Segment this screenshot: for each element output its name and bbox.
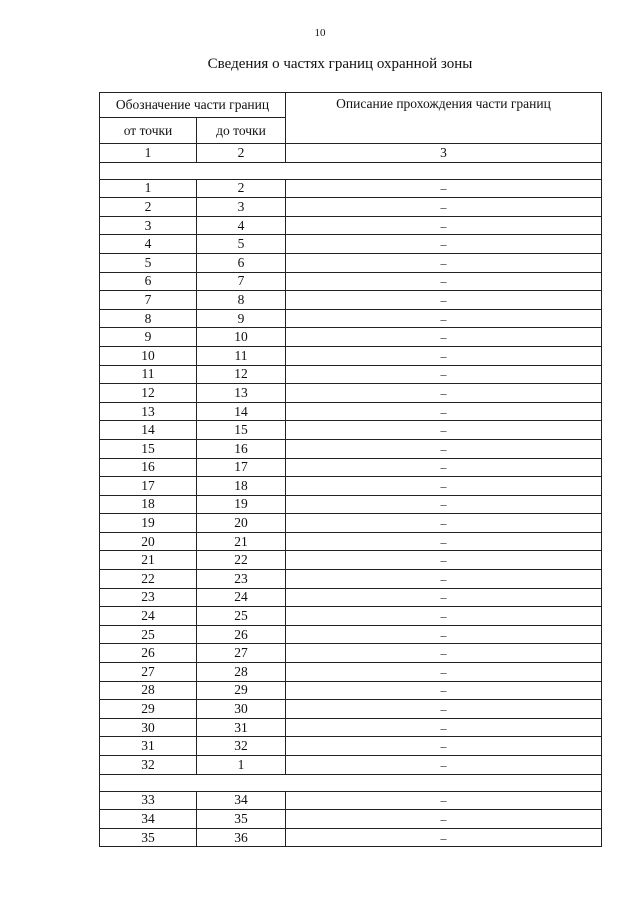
description-cell: – [286, 253, 602, 272]
table-row [100, 291, 602, 310]
from-point-cell: 12 [100, 384, 197, 403]
description-cell: – [286, 179, 602, 198]
to-point-cell: 28 [197, 663, 286, 682]
description-cell: – [286, 272, 602, 291]
to-point-cell: 34 [197, 791, 286, 810]
to-point-cell: 25 [197, 607, 286, 626]
from-point-cell: 25 [100, 625, 197, 644]
table-row [100, 328, 602, 347]
description-cell: – [286, 309, 602, 328]
to-point-cell: 27 [197, 644, 286, 663]
from-point-cell: 29 [100, 700, 197, 719]
from-point-cell: 26 [100, 644, 197, 663]
table-row [100, 272, 602, 291]
from-point-cell: 14 [100, 421, 197, 440]
from-point-cell: 20 [100, 532, 197, 551]
to-point-cell: 4 [197, 216, 286, 235]
to-point-cell: 35 [197, 810, 286, 829]
description-cell: – [286, 458, 602, 477]
table-row [100, 439, 602, 458]
description-cell: – [286, 756, 602, 775]
from-point-cell: 22 [100, 570, 197, 589]
from-point-cell: 32 [100, 756, 197, 775]
from-point-cell: 1 [100, 179, 197, 198]
table-row [100, 681, 602, 700]
column-number: 3 [286, 144, 602, 163]
table-row [100, 421, 602, 440]
description-cell: – [286, 402, 602, 421]
to-point-cell: 9 [197, 309, 286, 328]
description-cell: – [286, 235, 602, 254]
column-number: 2 [197, 144, 286, 163]
table-row [100, 810, 602, 829]
group-separator-cell [100, 162, 602, 179]
from-point-cell: 24 [100, 607, 197, 626]
table-row [100, 309, 602, 328]
from-point-cell: 21 [100, 551, 197, 570]
description-cell: – [286, 588, 602, 607]
to-point-cell: 15 [197, 421, 286, 440]
from-point-cell: 23 [100, 588, 197, 607]
to-point-cell: 29 [197, 681, 286, 700]
description-cell: – [286, 551, 602, 570]
document-title: Сведения о частях границ охранной зоны [207, 56, 473, 72]
description-cell: – [286, 570, 602, 589]
from-point-cell: 8 [100, 309, 197, 328]
to-point-cell: 19 [197, 495, 286, 514]
from-point-header: от точки [100, 118, 197, 144]
from-point-cell: 13 [100, 402, 197, 421]
table-row [100, 663, 602, 682]
description-cell: – [286, 700, 602, 719]
to-point-cell: 26 [197, 625, 286, 644]
to-point-cell: 3 [197, 198, 286, 217]
table-row [100, 198, 602, 217]
table-row [100, 756, 602, 775]
to-point-cell: 14 [197, 402, 286, 421]
table-row [100, 477, 602, 496]
description-cell: – [286, 477, 602, 496]
to-point-cell: 12 [197, 365, 286, 384]
to-point-cell: 18 [197, 477, 286, 496]
to-point-cell: 13 [197, 384, 286, 403]
description-cell: – [286, 328, 602, 347]
description-cell: – [286, 291, 602, 310]
to-point-cell: 22 [197, 551, 286, 570]
from-point-cell: 18 [100, 495, 197, 514]
table-row [100, 514, 602, 533]
to-point-cell: 11 [197, 346, 286, 365]
group-separator-row [100, 774, 602, 791]
table-row [100, 402, 602, 421]
table-row [100, 588, 602, 607]
to-point-cell: 32 [197, 737, 286, 756]
to-point-cell: 21 [197, 532, 286, 551]
description-cell: – [286, 198, 602, 217]
from-point-cell: 2 [100, 198, 197, 217]
from-point-cell: 33 [100, 791, 197, 810]
designation-header: Обозначение части границ [100, 93, 286, 118]
to-point-cell: 23 [197, 570, 286, 589]
to-point-header: до точки [197, 118, 286, 144]
description-cell: – [286, 681, 602, 700]
from-point-cell: 34 [100, 810, 197, 829]
page-number: 10 [314, 27, 326, 39]
from-point-cell: 3 [100, 216, 197, 235]
from-point-cell: 31 [100, 737, 197, 756]
description-cell: – [286, 718, 602, 737]
group-separator-row [100, 162, 602, 179]
description-cell: – [286, 365, 602, 384]
to-point-cell: 1 [197, 756, 286, 775]
table-row [100, 607, 602, 626]
column-number: 1 [100, 144, 197, 163]
from-point-cell: 35 [100, 828, 197, 847]
table-row [100, 791, 602, 810]
table-row [100, 384, 602, 403]
to-point-cell: 36 [197, 828, 286, 847]
description-cell: – [286, 810, 602, 829]
description-cell: – [286, 791, 602, 810]
table-row [100, 346, 602, 365]
to-point-cell: 20 [197, 514, 286, 533]
description-cell: – [286, 514, 602, 533]
group-separator-cell [100, 774, 602, 791]
table-row [100, 700, 602, 719]
to-point-cell: 2 [197, 179, 286, 198]
table-row [100, 495, 602, 514]
description-cell: – [286, 532, 602, 551]
from-point-cell: 5 [100, 253, 197, 272]
to-point-cell: 17 [197, 458, 286, 477]
header-row [100, 93, 602, 118]
table-row [100, 365, 602, 384]
column-numbers-row [100, 144, 602, 163]
to-point-cell: 24 [197, 588, 286, 607]
description-cell: – [286, 737, 602, 756]
from-point-cell: 10 [100, 346, 197, 365]
description-cell: – [286, 216, 602, 235]
description-cell: – [286, 607, 602, 626]
from-point-cell: 11 [100, 365, 197, 384]
table-row [100, 216, 602, 235]
from-point-cell: 9 [100, 328, 197, 347]
table-row [100, 718, 602, 737]
table-row [100, 828, 602, 847]
from-point-cell: 19 [100, 514, 197, 533]
description-cell: – [286, 625, 602, 644]
description-cell: – [286, 495, 602, 514]
description-cell: – [286, 384, 602, 403]
table-row [100, 551, 602, 570]
description-cell: – [286, 346, 602, 365]
table-row [100, 253, 602, 272]
to-point-cell: 8 [197, 291, 286, 310]
from-point-cell: 27 [100, 663, 197, 682]
table-row [100, 235, 602, 254]
description-cell: – [286, 828, 602, 847]
from-point-cell: 6 [100, 272, 197, 291]
from-point-cell: 7 [100, 291, 197, 310]
to-point-cell: 6 [197, 253, 286, 272]
from-point-cell: 15 [100, 439, 197, 458]
to-point-cell: 7 [197, 272, 286, 291]
boundary-parts-table [99, 92, 602, 847]
table-row [100, 737, 602, 756]
to-point-cell: 16 [197, 439, 286, 458]
description-header: Описание прохождения части границ [286, 93, 602, 144]
from-point-cell: 4 [100, 235, 197, 254]
to-point-cell: 10 [197, 328, 286, 347]
description-cell: – [286, 439, 602, 458]
table-row [100, 644, 602, 663]
to-point-cell: 30 [197, 700, 286, 719]
from-point-cell: 28 [100, 681, 197, 700]
to-point-cell: 31 [197, 718, 286, 737]
description-cell: – [286, 663, 602, 682]
to-point-cell: 5 [197, 235, 286, 254]
from-point-cell: 16 [100, 458, 197, 477]
description-cell: – [286, 421, 602, 440]
from-point-cell: 17 [100, 477, 197, 496]
table-row [100, 179, 602, 198]
table-row [100, 625, 602, 644]
table-row [100, 458, 602, 477]
table-row [100, 570, 602, 589]
description-cell: – [286, 644, 602, 663]
table-row [100, 532, 602, 551]
from-point-cell: 30 [100, 718, 197, 737]
